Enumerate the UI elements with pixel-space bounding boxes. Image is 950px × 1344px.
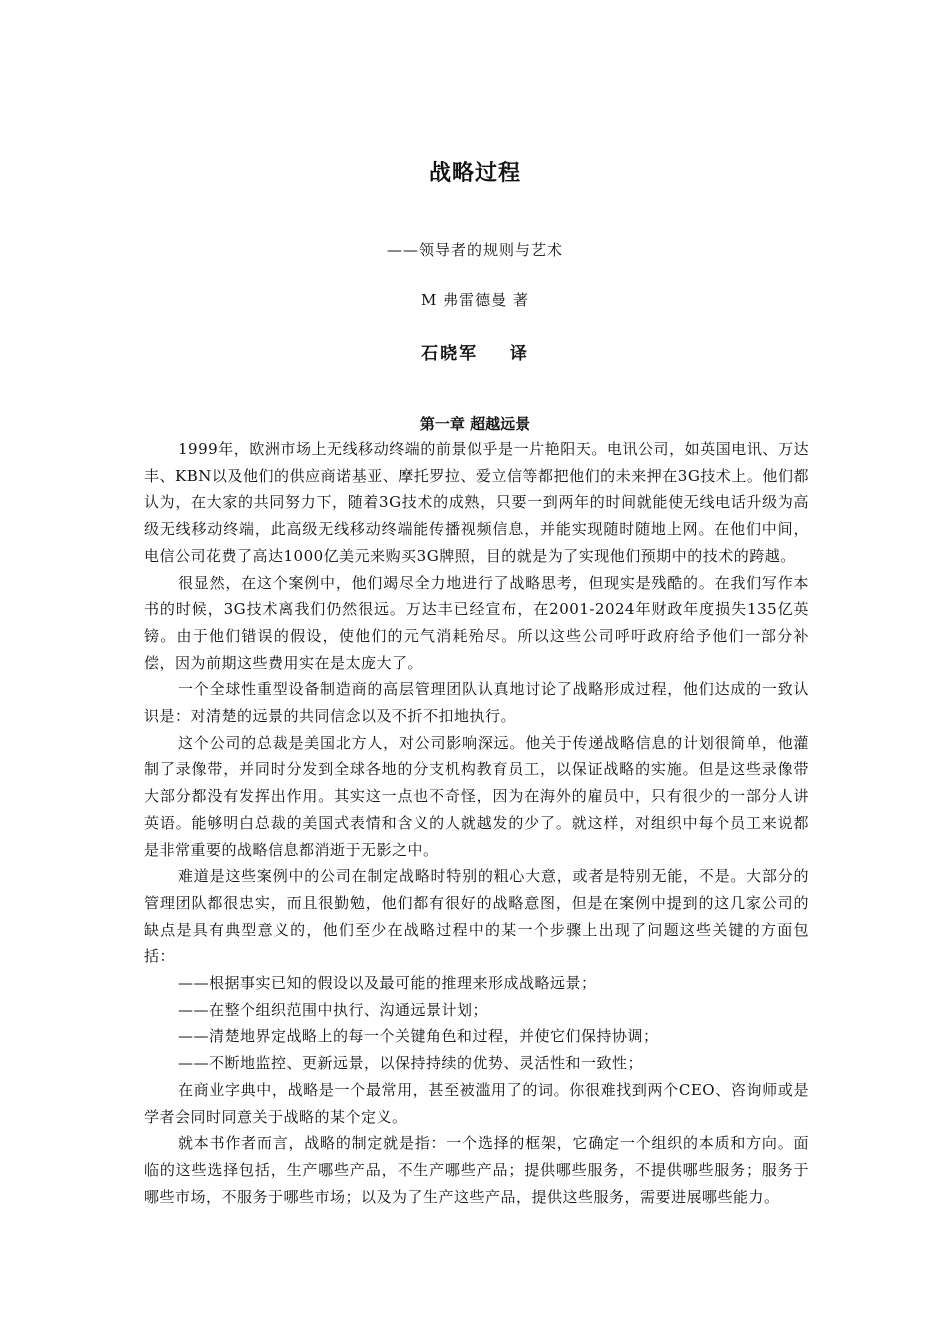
author-line: M 弗雷德曼 著 — [421, 291, 529, 309]
translator-line: 石晓军 译 — [421, 344, 529, 364]
paragraph: 1999年，欧洲市场上无线移动终端的前景似乎是一片艳阳天。电讯公司，如英国电讯、万达丰、KBN以及他们的供应商诺基亚、摩托罗拉、爱立信等都把他们的未来押在3G技术上。他们都认为，在大家的共同努力下，随着3G技术的成熟，只要一到两年的时间就能使无线电话升级为高级无线移动终端，此高级无线移动终端能传播视频信息，并能实现随时随地上网。在他们中间，电信公司花费了高达1000亿美元来购买3G牌照，目的就是为了实现他们预期中的技术的跨越。 — [144, 440, 809, 565]
book-title: 战略过程 — [428, 161, 521, 186]
paragraph: 就本书作者而言，战略的制定就是指：一个选择的框架，它确定一个组织的本质和方向。面临的这些选择包括，生产哪些产品，不生产哪些产品；提供哪些服务，不提供哪些服务；服务于哪些市场，不服务于哪些市场；以及为了生产这些产品，提供这些服务，需要进展哪些能力。 — [144, 1134, 809, 1206]
chapter-title: 第一章 超越远景 — [419, 415, 531, 433]
list-item: ——不断地监控、更新远景，以保持持续的优势、灵活性和一致性； — [178, 1054, 644, 1073]
paragraph: 很显然，在这个案例中，他们竭尽全力地进行了战略思考，但现实是残酷的。在我们写作本书的时候，3G技术离我们仍然很远。万达丰已经宣布，在2001-2024年财政年度损失135亿英镑。由于他们错误的假设，使他们的元气消耗殆尽。所以这些公司呼吁政府给予他们一部分补偿，因为前期这些费用实在是太庞大了。 — [144, 573, 809, 672]
list-item: ——根据事实已知的假设以及最可能的推理来形成战略远景； — [178, 974, 597, 993]
paragraph: 一个全球性重型设备制造商的高层管理团队认真地讨论了战略形成过程，他们达成的一致认识是：对清楚的远景的共同信念以及不折不扣地执行。 — [144, 680, 809, 726]
paragraph: 在商业字典中，战略是一个最常用，甚至被滥用了的词。你很难找到两个CEO、咨询师或是学者会同时同意关于战略的某个定义。 — [144, 1080, 809, 1126]
book-subtitle: ——领导者的规则与艺术 — [386, 241, 563, 259]
list-item: ——在整个组织范围中执行、沟通远景计划； — [178, 1000, 489, 1019]
chapter-body — [144, 436, 809, 1210]
paragraph: 这个公司的总裁是美国北方人，对公司影响深远。他关于传递战略信息的计划很简单，他灌制了录像带，并同时分发到全球各地的分支机构教育员工，以保证战略的实施。但是这些录像带大部分都没有发挥出作用。其实这一点也不奇怪，因为在海外的雇员中，只有很少的一部分人讲英语。能够明白总裁的美国式表情和含义的人就越发的少了。就这样，对组织中每个员工来说都是非常重要的战略信息都消逝于无影之中。 — [144, 733, 809, 859]
paragraph: 难道是这些案例中的公司在制定战略时特别的粗心大意，或者是特别无能，不是。大部分的管理团队都很忠实，而且很勤勉，他们都有很好的战略意图，但是在案例中提到的这几家公司的缺点是具有典型意义的，他们至少在战略过程中的某一个步骤上出现了问题这些关键的方面包括： — [144, 867, 809, 966]
list-item: ——清楚地界定战略上的每一个关键角色和过程，并使它们保持协调； — [178, 1027, 659, 1046]
